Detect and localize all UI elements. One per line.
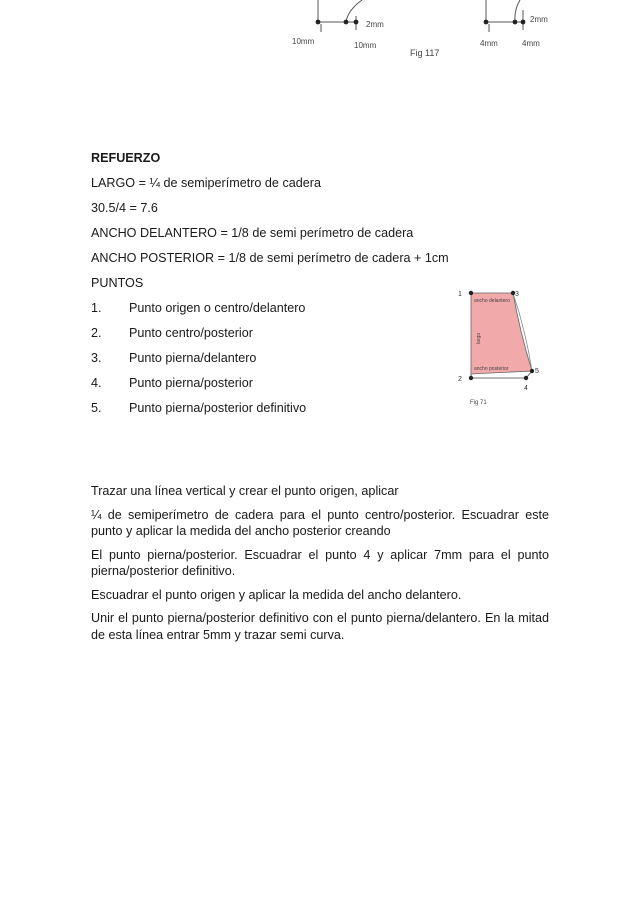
list-text: Punto origen o centro/delantero: [129, 301, 306, 315]
ancho-delantero-label: ancho delantero: [474, 298, 510, 304]
point-1-label: 1: [458, 291, 462, 298]
instructions: [91, 483, 549, 650]
puntos-heading: PUNTOS: [91, 276, 144, 290]
largo-label: largo: [476, 332, 482, 344]
point-5-label: 5: [535, 368, 539, 375]
largo-line: LARGO = ¼ de semiperímetro de cadera: [91, 176, 321, 190]
label-10mm-a: 10mm: [292, 37, 315, 46]
list-text: Punto centro/posterior: [129, 326, 253, 340]
instruction-paragraph: El punto pierna/posterior. Escuadrar el punto 4 y aplicar 7mm para el punto pierna/posterior definitivo.: [91, 547, 549, 578]
fig71-caption: Fig 71: [470, 400, 487, 406]
list-number: 4.: [91, 376, 102, 390]
label-4mm-a: 4mm: [480, 39, 498, 48]
instruction-paragraph: Unir el punto pierna/posterior definitivo con el punto pierna/delantero. En la mitad de esta línea entrar 5mm y trazar semi curva.: [91, 611, 549, 642]
label-4mm-b: 4mm: [522, 39, 540, 48]
calc-line: 30.5/4 = 7.6: [91, 201, 158, 215]
list-number: 3.: [91, 351, 102, 365]
ancho-posterior-label: ancho posterior: [474, 366, 509, 372]
instruction-paragraph: Escuadrar el punto origen y aplicar la medida del ancho delantero.: [91, 587, 462, 602]
ancho-posterior-line: ANCHO POSTERIOR = 1/8 de semi perímetro de cadera + 1cm: [91, 251, 449, 265]
list-number: 2.: [91, 326, 102, 340]
fig117-caption: Fig 117: [410, 48, 440, 58]
label-2mm-right: 2mm: [530, 15, 548, 24]
ancho-delantero-line: ANCHO DELANTERO = 1/8 de semi perímetro de cadera: [91, 226, 414, 240]
instruction-paragraph: ¼ de semiperímetro de cadera para el punto centro/posterior. Escuadrar este punto y aplicar la medida del ancho posterior creando: [91, 507, 549, 538]
list-text: Punto pierna/delantero: [129, 351, 257, 365]
list-text: Punto pierna/posterior definitivo: [129, 401, 307, 415]
list-number: 5.: [91, 401, 102, 415]
section-title: REFUERZO: [91, 151, 161, 165]
label-2mm-left: 2mm: [366, 20, 384, 29]
point-3-label: 3: [515, 291, 519, 298]
list-number: 1.: [91, 301, 102, 315]
figure-71: [448, 282, 548, 412]
point-2-label: 2: [458, 376, 462, 383]
figure-117: [0, 0, 638, 62]
list-text: Punto pierna/posterior: [129, 376, 253, 390]
instruction-paragraph: Trazar una línea vertical y crear el punto origen, aplicar: [91, 484, 399, 498]
point-4-label: 4: [524, 385, 528, 392]
label-10mm-b: 10mm: [354, 41, 377, 50]
